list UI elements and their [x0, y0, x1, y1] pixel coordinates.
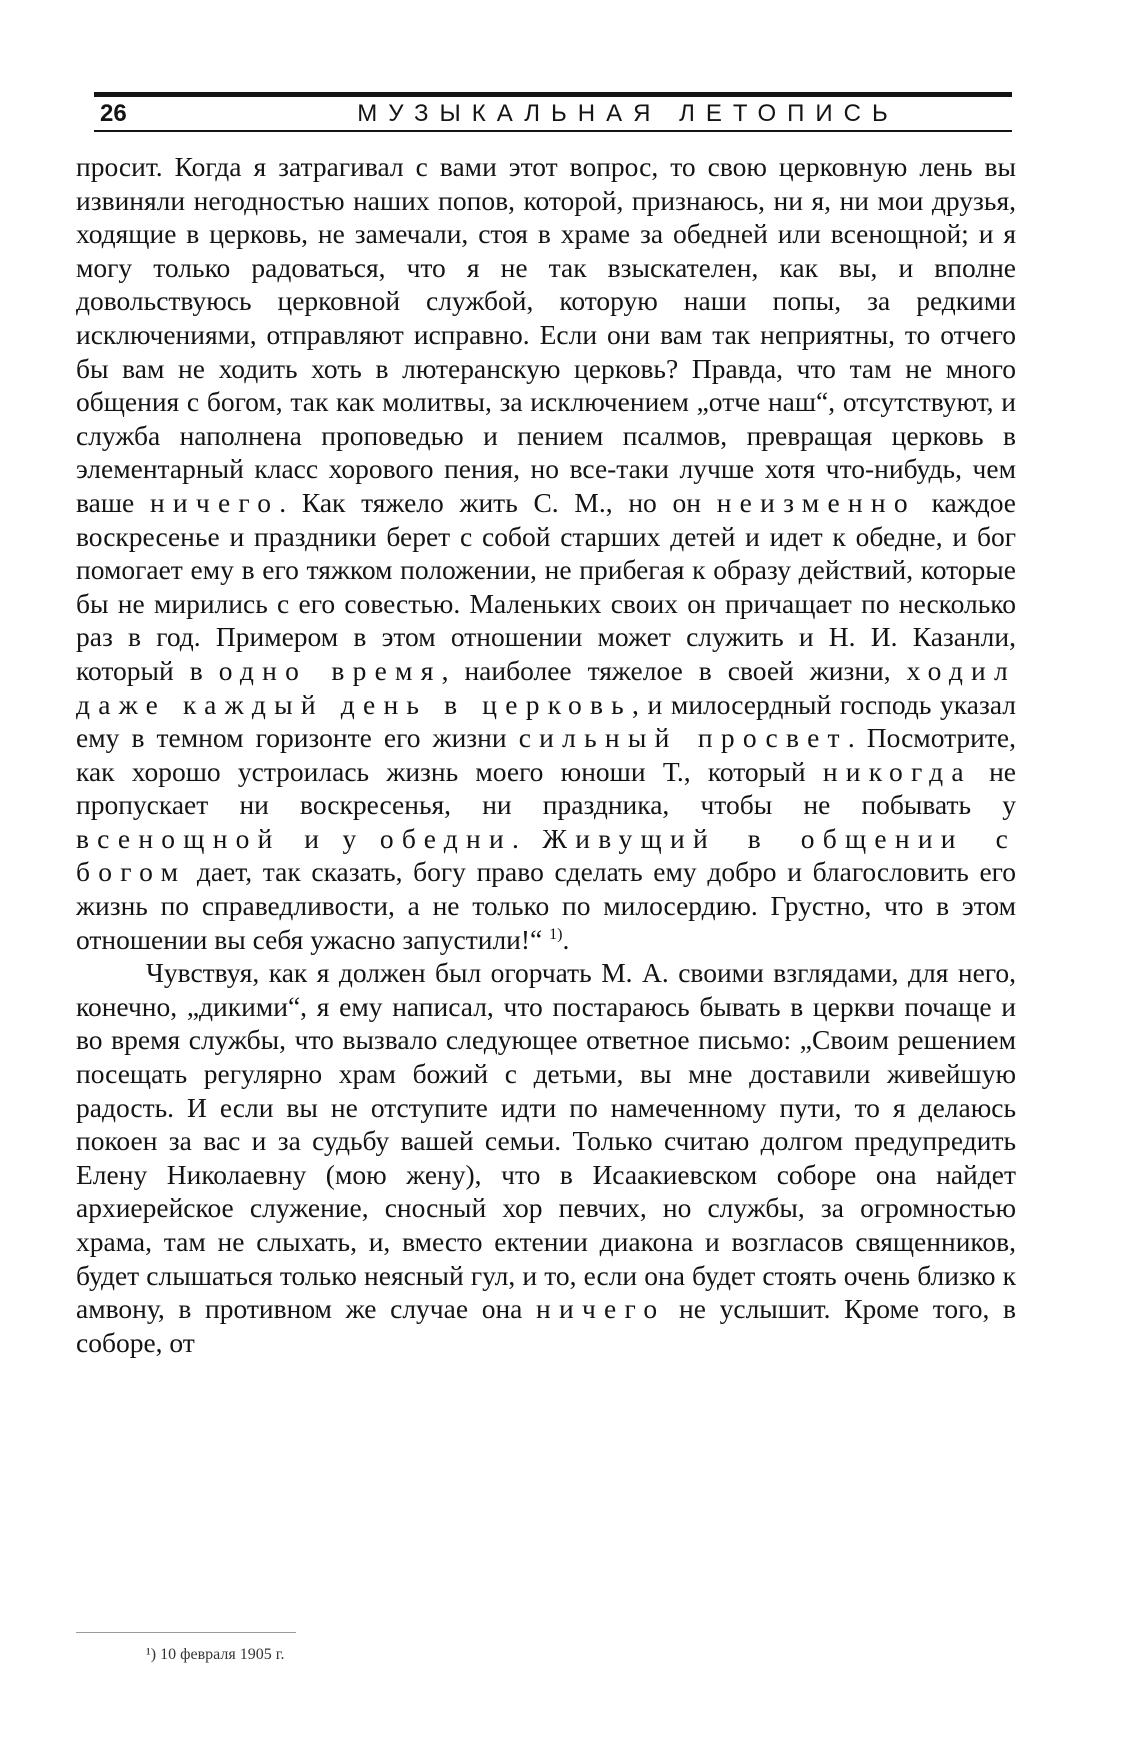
spaced-emphasis: одно время	[218, 654, 442, 686]
paragraph-2: Чувствуя, как я должен был огорчать М. А. своими взглядами, для него, конечно, „дикими“, я ему написал, что постараюсь бывать в церкви почаще и во время службы, что вызвало следующее ответное письмо: „Своим решением посещать регулярно храм божий с детьми, вы мне доставили живейшую радость. И если вы не отступите идти по намеченному пути, то я делаюсь покоен за вас и за судьбу вашей семьи. Только считаю долгом предупредить Елену Николаевну (мою жену), что в Исаакиевском соборе она найдет архиерейское служение, сносный хор певчих, но службы, за огромностью храма, там не слыхать, и, вместо ектении диакона и возгласов священников, будет слышаться только неясный гул, и то, если она будет стоять очень близко к амвону, в противном же случае она ничего не услышит. Кроме того, в соборе, от	[76, 957, 1017, 1358]
running-title: МУЗЫКАЛЬНАЯ ЛЕТОПИСЬ	[357, 100, 899, 127]
spaced-emphasis: всенощной	[76, 822, 281, 854]
spaced-emphasis: сильный просвет	[518, 722, 848, 754]
page-header	[94, 92, 1012, 132]
header-rule-top	[94, 92, 1012, 97]
footnote: ¹) 10 февраля 1905 г.	[146, 1646, 285, 1663]
paragraph-1: просит. Когда я затрагивал с вами этот вопрос, то свою церковную лень вы извиняли негодностью наших попов, которой, признаюсь, ни я, ни мои друзья, ходящие в церковь, не замечали, стоя в храме за обедней или всенощной; и я могу только радоваться, что я не так взыскателен, как вы, и вполне довольствуюсь церковной службой, которую наши попы, за редкими исключениями, отправляют исправно. Если они вам так неприятны, то отчего бы вам не ходить хоть в лютеранскую церковь? Правда, что там не много общения с богом, так как молитвы, за исключением „отче наш“, отсутствуют, и служба наполнена проповедью и пением псалмов, превращая церковь в элементарный класс хорового пения, но все-таки лучше хотя что-нибудь, чем ваше ничего. Как тяжело жить С. М., но он неизменно каждое воскресенье и праздники берет с собой старших детей и идет к обедне, и бог помогает ему в его тяжком положении, не прибегая к образу действий, которые бы не мирились с его совестью. Маленьких своих он причащает по несколько раз в год. Примером в этом отношении может служить и Н. И. Казанли, который в одно время, наиболее тяжелое в своей жизни, ходил даже каждый день в церковь, и милосердный господь указал ему в темном горизонте его жизни сильный просвет. Посмотрите, как хорошо устроилась жизнь моего юноши Т., который никогда не пропускает ни воскресенья, ни праздника, чтобы не побывать у всенощной и у обедни. Живущий в общении с богом дает, так сказать, богу право сделать ему добро и благословить его жизнь по справедливости, а не только по милосердию. Грустно, что в этом отношении вы себя ужасно запустили!“ $^{1)}$.	[76, 151, 1017, 955]
spaced-emphasis: неизменно	[716, 486, 916, 518]
spaced-emphasis: ничего	[149, 486, 280, 518]
spaced-emphasis: ходил даже каждый день в церковь	[76, 654, 1016, 720]
spaced-emphasis: ничего	[536, 1293, 666, 1325]
main-text	[76, 150, 1016, 1359]
header-rule-bottom	[94, 130, 1012, 132]
footnote-reference[interactable]: 1)	[549, 925, 563, 943]
page-number: 26	[100, 100, 127, 127]
spaced-emphasis: никогда	[822, 755, 972, 787]
spaced-emphasis: Живущий в общении с богом	[76, 822, 1017, 888]
footnote-separator	[76, 1632, 296, 1633]
spaced-emphasis: обедни	[379, 822, 512, 854]
